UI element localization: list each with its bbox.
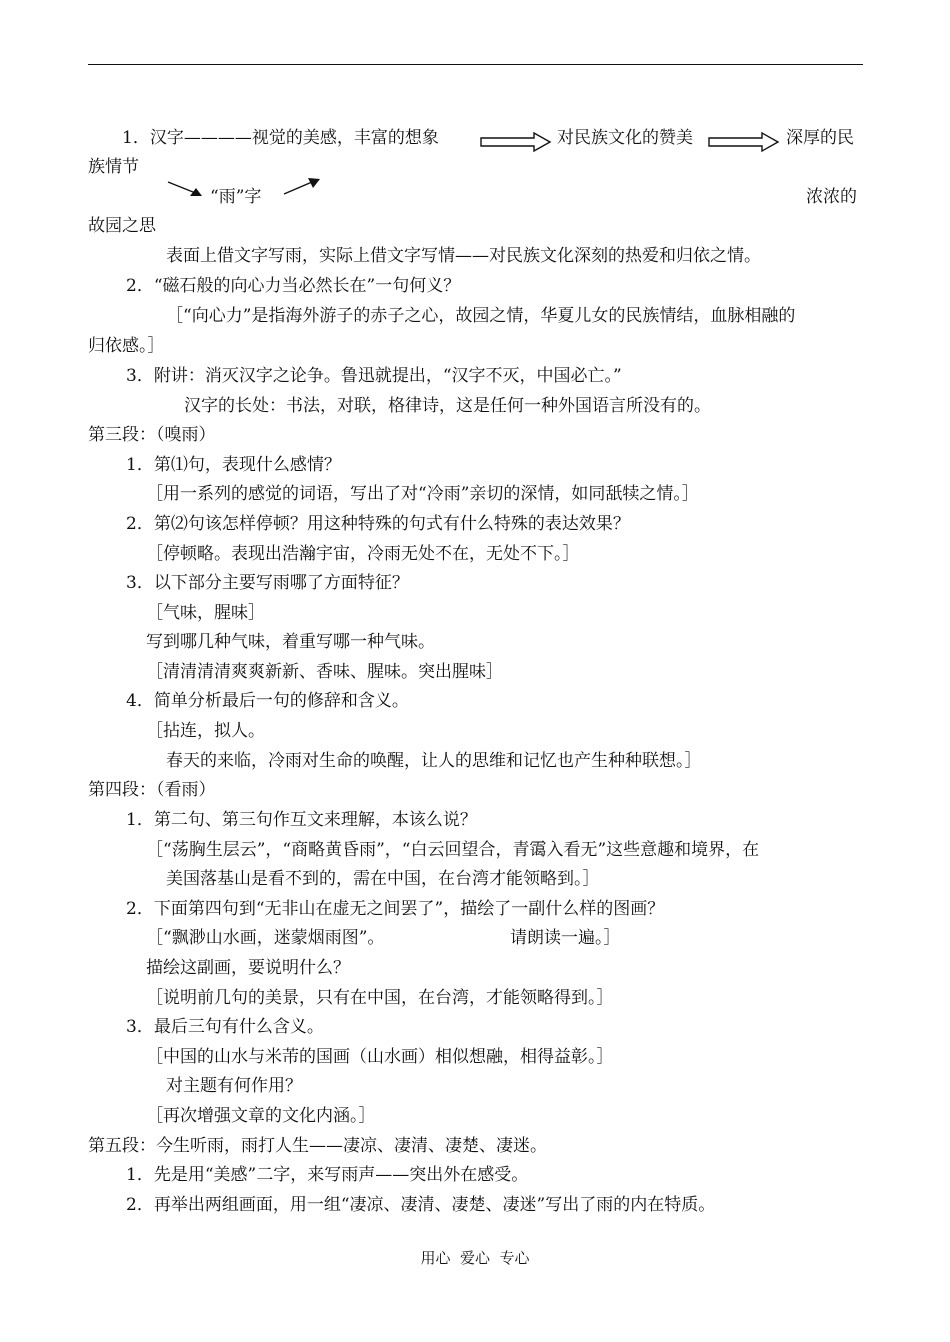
s3-answer-2: ［停顿略。表现出浩瀚宇宙，冷雨无处不在，无处不下。］	[146, 544, 580, 564]
s3-answer-1: ［用一系列的感觉的词语，写出了对“冷雨”亲切的深情，如同舐犊之情。］	[146, 484, 699, 504]
item1-text-c: 深厚的民	[786, 128, 854, 148]
s4-answer-3: ［中国的山水与米芾的国画（山水画）相似想融，相得益彰。］	[146, 1047, 614, 1067]
s3-answer-4b: 春天的来临，冷雨对生命的唤醒，让人的思维和记忆也产生种种联想。］	[166, 751, 702, 771]
s4-question-3: 3．最后三句有什么含义。	[126, 1017, 324, 1037]
s4-answer-2a: ［“飘渺山水画，迷蒙烟雨图”。	[146, 928, 385, 948]
item1-text-e: 浓浓的	[806, 187, 857, 207]
s3-question-3: 3．以下部分主要写雨哪了方面特征？	[126, 573, 409, 593]
s3-question-2: 2．第⑵句该怎样停顿？用这种特殊的句式有什么特殊的表达效果？	[126, 514, 630, 534]
s4-answer-2c: ［说明前几句的美景，只有在中国，在台湾，才能领略得到。］	[146, 988, 614, 1008]
rain-character-label: “雨”字	[210, 187, 262, 207]
section-4-heading: 第四段：（看雨）	[88, 780, 216, 800]
page-footer: 用心 爱心 专心	[420, 1249, 530, 1267]
section-5-heading: 第五段：今生听雨，雨打人生——凄凉、凄清、凄楚、凄迷。	[88, 1136, 547, 1156]
right-arrow-icon	[708, 132, 780, 152]
s4-question-2b: 描绘这副画，要说明什么？	[146, 958, 350, 978]
item1-text-a: 1．汉字————视觉的美感，丰富的想象	[122, 128, 439, 148]
s3-question-1: 1．第⑴句，表现什么感情？	[126, 455, 341, 475]
item1-text-d: 族情节	[88, 157, 139, 177]
question-3: 3．附讲：消灭汉字之论争。鲁迅就提出，“汉字不灭，中国必亡。”	[126, 366, 622, 386]
s4-answer-3b: ［再次增强文章的文化内涵。］	[146, 1106, 376, 1126]
s4-question-3b: 对主题有何作用？	[166, 1076, 302, 1096]
s5-item-2: 2．再举出两组画面，用一组“凄凉、凄清、凄楚、凄迷”写出了雨的内在特质。	[126, 1195, 716, 1215]
section-3-heading: 第三段：（嗅雨）	[88, 425, 216, 445]
s4-question-2: 2．下面第四句到“无非山在虚无之间罢了”，描绘了一副什么样的图画？	[126, 899, 665, 919]
s5-item-1: 1．先是用“美感”二字，来写雨声——突出外在感受。	[126, 1165, 529, 1185]
s3-question-4: 4．简单分析最后一句的修辞和含义。	[126, 691, 409, 711]
right-arrow-icon	[480, 132, 552, 152]
question-2: 2．“磁石般的向心力当必然长在”一句何义？	[126, 276, 461, 296]
down-right-arrow-icon	[166, 178, 206, 200]
answer-2-line2: 归依感。］	[88, 336, 165, 356]
s3-answer-3: ［气味，腥味］	[146, 603, 265, 623]
s4-question-1: 1．第二句、第三句作互文来理解，本该么说？	[126, 810, 477, 830]
header-rule	[88, 64, 863, 65]
answer-3: 汉字的长处：书法，对联，格律诗，这是任何一种外国语言所没有的。	[184, 396, 711, 416]
answer-2-line1: ［“向心力”是指海外游子的赤子之心，故园之情，华夏儿女的民族情结，血脉相融的	[166, 306, 796, 326]
s3-answer-4a: ［拈连，拟人。	[146, 721, 265, 741]
s4-answer-1a: ［“荡胸生层云”，“商略黄昏雨”，“白云回望合，青霭入看无”这些意趣和境界，在	[146, 840, 760, 860]
s4-answer-1b: 美国落基山是看不到的，需在中国，在台湾才能领略到。］	[166, 869, 600, 889]
s3-answer-3b: ［清清清清爽爽新新、香味、腥味。突出腥味］	[146, 662, 503, 682]
item1-text-b: 对民族文化的赞美	[557, 128, 693, 148]
s3-question-3b: 写到哪几种气味，着重写哪一种气味。	[146, 632, 435, 652]
surface-meaning-text: 表面上借文字写雨，实际上借文字写情——对民族文化深刻的热爱和归依之情。	[166, 246, 761, 266]
item1-text-f: 故园之思	[88, 216, 156, 236]
s4-answer-2b: 请朗读一遍。］	[510, 928, 621, 948]
up-right-arrow-icon	[282, 176, 322, 198]
